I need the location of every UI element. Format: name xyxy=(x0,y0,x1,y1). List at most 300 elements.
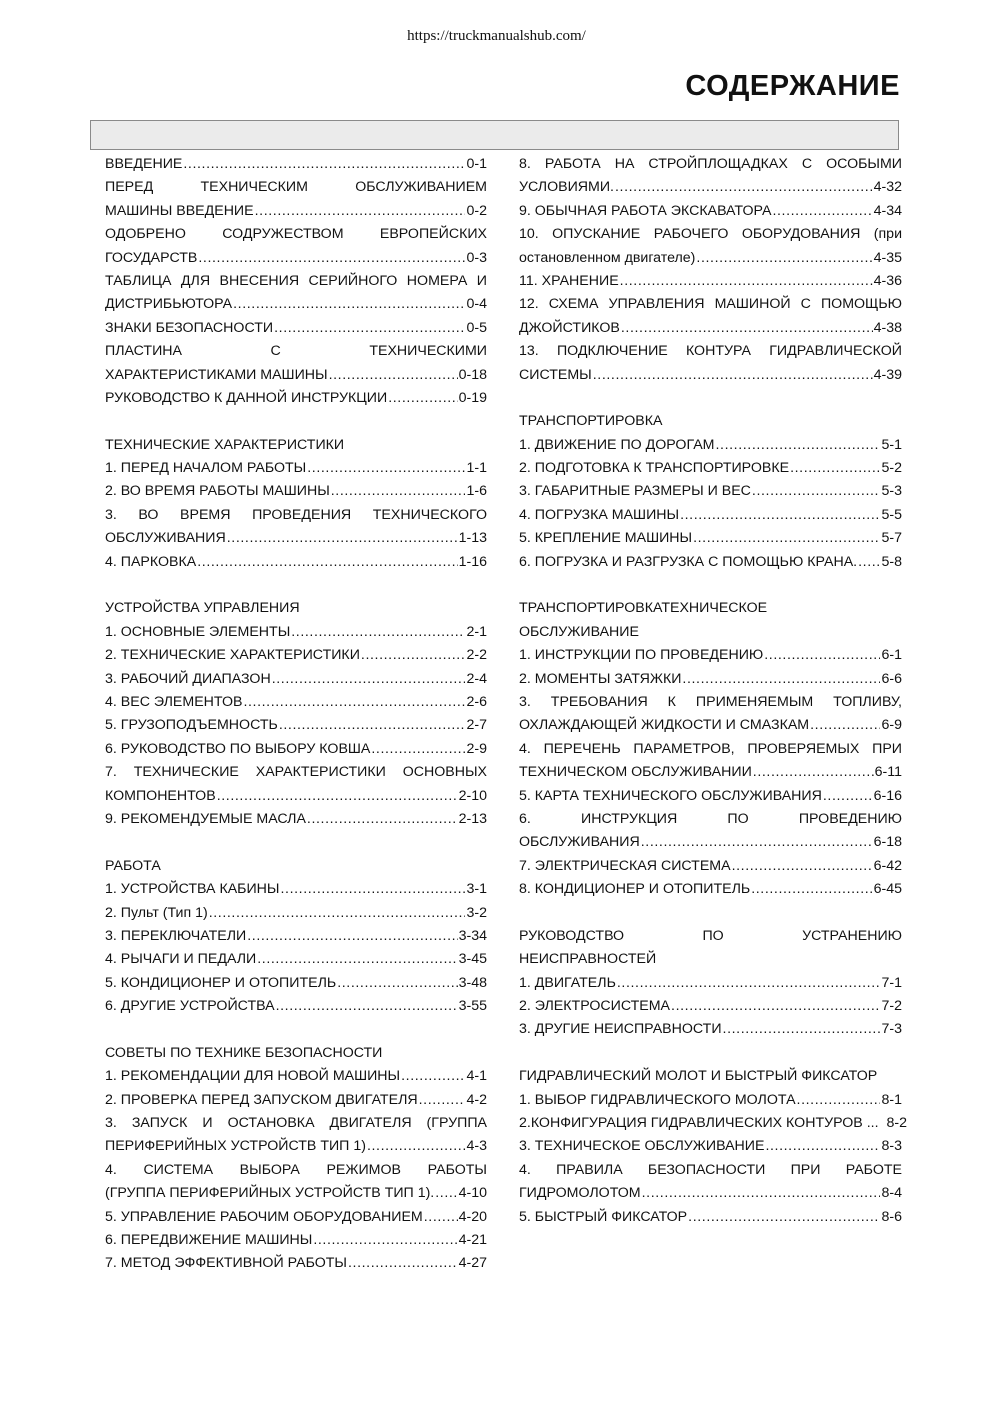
toc-entry[interactable] xyxy=(519,293,902,340)
dot-leader xyxy=(764,644,880,667)
entry-text: ОХЛАЖДАЮЩЕЙ ЖИДКОСТИ И СМАЗКАМ xyxy=(519,717,810,734)
toc-entry[interactable] xyxy=(105,738,487,761)
toc-entry[interactable] xyxy=(105,808,487,831)
entry-text: 6. ДРУГИЕ УСТРОЙСТВА xyxy=(105,998,275,1015)
entry-text: ГОСУДАРСТВ xyxy=(105,249,198,266)
page-number: 3-45 xyxy=(458,951,487,968)
dot-leader xyxy=(233,293,465,316)
toc-entry[interactable] xyxy=(105,668,487,691)
entry-last-line xyxy=(519,480,902,503)
toc-entry[interactable] xyxy=(519,504,902,527)
dot-leader xyxy=(388,387,457,410)
toc-entry[interactable] xyxy=(105,317,487,340)
toc-entry[interactable] xyxy=(105,457,487,480)
page-number: 4-10 xyxy=(458,1185,487,1202)
entry-text: ВВЕДЕНИЕ xyxy=(105,156,183,172)
page-number: 0-3 xyxy=(466,249,487,266)
entry-text: 4. ПАРКОВКА xyxy=(105,553,197,570)
toc-entry[interactable] xyxy=(105,270,487,317)
toc-entry[interactable] xyxy=(519,480,902,503)
page-number: 4-20 xyxy=(458,1208,487,1225)
entry-text-line: 3. ВО ВРЕМЯ ПРОВЕДЕНИЯ ТЕХНИЧЕСКОГО xyxy=(105,506,487,523)
dot-leader xyxy=(227,527,458,550)
page-number: 1-6 xyxy=(466,483,487,500)
page-number: 2-9 xyxy=(466,740,487,757)
page-number: 6-1 xyxy=(881,647,902,664)
entry-last-line xyxy=(105,480,487,503)
page-number: 5-2 xyxy=(881,460,902,477)
toc-entry[interactable] xyxy=(105,902,487,925)
toc-section xyxy=(519,597,902,901)
dot-leader xyxy=(765,1135,880,1158)
dot-leader xyxy=(255,200,466,223)
source-url[interactable]: https://truckmanualshub.com/ xyxy=(407,28,586,44)
dot-leader xyxy=(823,785,873,808)
dot-leader xyxy=(419,1089,466,1112)
entry-last-line xyxy=(519,247,902,270)
dot-leader xyxy=(313,1229,457,1252)
toc-entry[interactable] xyxy=(105,551,487,574)
entry-last-line xyxy=(519,785,902,808)
toc-entry[interactable] xyxy=(519,1206,902,1229)
page-number: 6-18 xyxy=(873,834,902,851)
entry-text: ОБСЛУЖИВАНИЯ xyxy=(519,834,640,851)
entry-last-line xyxy=(105,364,487,387)
page-number: 3-55 xyxy=(458,998,487,1015)
toc-entry[interactable] xyxy=(519,223,902,270)
toc-section xyxy=(519,1065,908,1229)
page-number: 4-39 xyxy=(873,366,902,383)
entry-text: ГИДРОМОЛОТОМ xyxy=(519,1185,641,1202)
dot-leader xyxy=(424,1206,458,1229)
entry-last-line xyxy=(519,714,902,737)
toc-entry[interactable] xyxy=(519,691,902,738)
dot-leader xyxy=(753,761,874,784)
dot-leader xyxy=(790,457,880,480)
entry-last-line xyxy=(105,1182,487,1205)
dot-leader xyxy=(620,270,873,293)
toc-entry[interactable] xyxy=(519,1089,902,1112)
entry-last-line xyxy=(519,668,902,691)
page-number: 6-11 xyxy=(874,764,902,781)
entry-last-line xyxy=(519,1018,902,1041)
toc-entry[interactable] xyxy=(519,1159,902,1206)
dot-leader xyxy=(279,714,466,737)
toc-right-column xyxy=(519,153,908,1252)
entry-text: 2. ЭЛЕКТРОСИСТЕМА xyxy=(519,998,671,1015)
dot-leader xyxy=(257,948,457,971)
page-number: 5-1 xyxy=(881,436,902,453)
dot-leader xyxy=(797,1089,881,1112)
entry-text-line: ТАБЛИЦА ДЛЯ ВНЕСЕНИЯ СЕРИЙНОГО НОМЕРА И xyxy=(105,272,487,289)
toc-section xyxy=(519,153,902,387)
toc-entry[interactable] xyxy=(105,644,487,667)
page-number: 0-19 xyxy=(458,389,487,406)
toc-entry[interactable] xyxy=(105,223,487,270)
entry-text: 1. ОСНОВНЫЕ ЭЛЕМЕНТЫ xyxy=(105,623,291,640)
dot-leader xyxy=(615,176,873,199)
toc-section xyxy=(519,925,902,1042)
toc-entry[interactable] xyxy=(105,1252,487,1275)
entry-text-line: 4. ПРАВИЛА БЕЗОПАСНОСТИ ПРИ РАБОТЕ xyxy=(519,1161,902,1178)
entry-text: ХАРАКТЕРИСТИКАМИ МАШИНЫ xyxy=(105,366,328,383)
entry-last-line xyxy=(105,1089,487,1112)
entry-last-line xyxy=(105,457,487,480)
entry-text: 5. УПРАВЛЕНИЕ РАБОЧИМ ОБОРУДОВАНИЕМ xyxy=(105,1208,423,1225)
dot-leader xyxy=(593,364,873,387)
dot-leader xyxy=(307,808,458,831)
dot-leader xyxy=(243,691,465,714)
dot-leader xyxy=(858,551,880,574)
entry-text: 4. РЫЧАГИ И ПЕДАЛИ xyxy=(105,951,257,968)
page-number: 3-2 xyxy=(466,904,487,921)
page-number: 4-34 xyxy=(873,202,902,219)
entry-text: 2.КОНФИГУРАЦИЯ ГИДРАВЛИЧЕСКИХ КОНТУРОВ ... xyxy=(519,1115,879,1132)
toc-entry[interactable] xyxy=(519,551,902,574)
entry-text: 5. БЫСТРЫЙ ФИКСАТОР xyxy=(519,1208,688,1225)
toc-entry[interactable] xyxy=(105,504,487,551)
toc-entry[interactable] xyxy=(105,691,487,714)
toc-entry[interactable] xyxy=(105,340,487,387)
entry-last-line xyxy=(105,995,487,1018)
entry-text: ПЕРИФЕРИЙНЫХ УСТРОЙСТВ ТИП 1) xyxy=(105,1138,366,1155)
entry-last-line xyxy=(105,387,487,410)
dot-leader xyxy=(329,364,458,387)
entry-text: 6. ПЕРЕДВИЖЕНИЕ МАШИНЫ xyxy=(105,1231,313,1248)
section-title: ГИДРАВЛИЧЕСКИЙ МОЛОТ И БЫСТРЫЙ ФИКСАТОР xyxy=(519,1068,878,1085)
entry-text: 3. РАБОЧИЙ ДИАПАЗОН xyxy=(105,670,271,687)
section-title: ТРАНСПОРТИРОВКА xyxy=(519,413,663,430)
entry-text: 4. ПОГРУЗКА МАШИНЫ xyxy=(519,506,680,523)
entry-last-line xyxy=(519,995,902,1018)
toc-entry[interactable] xyxy=(519,527,902,550)
entry-text: КОМПОНЕНТОВ xyxy=(105,787,216,804)
toc-entry[interactable] xyxy=(519,200,902,223)
entry-last-line xyxy=(519,855,902,878)
toc-entry[interactable] xyxy=(105,995,487,1018)
dot-leader xyxy=(307,457,465,480)
toc-entry[interactable] xyxy=(105,925,487,948)
dot-leader xyxy=(217,785,458,808)
entry-last-line xyxy=(105,691,487,714)
page-number: 5-7 xyxy=(881,530,902,547)
entry-text: ОБСЛУЖИВАНИЯ xyxy=(105,530,226,547)
toc-entry[interactable] xyxy=(105,621,487,644)
dot-leader xyxy=(361,644,466,667)
entry-last-line xyxy=(105,644,487,667)
toc-entry[interactable] xyxy=(105,480,487,503)
page-number: 4-38 xyxy=(873,319,902,336)
toc-entry[interactable] xyxy=(519,808,902,855)
dot-leader xyxy=(642,1182,881,1205)
entry-text: 7. ЭЛЕКТРИЧЕСКАЯ СИСТЕМА xyxy=(519,857,731,874)
page-number: 2-6 xyxy=(466,693,487,710)
toc-entry[interactable] xyxy=(105,972,487,995)
entry-last-line xyxy=(519,831,902,854)
entry-text-line: 8. РАБОТА НА СТРОЙПЛОЩАДКАХ С ОСОБЫМИ xyxy=(519,156,902,172)
entry-last-line xyxy=(519,527,902,550)
entry-last-line xyxy=(519,1089,902,1112)
page-number: 2-2 xyxy=(466,647,487,664)
toc-entry[interactable] xyxy=(519,1135,902,1158)
entry-last-line xyxy=(105,527,487,550)
page-number: 6-6 xyxy=(881,670,902,687)
entry-text-line: 3. ТРЕБОВАНИЯ К ПРИМЕНЯЕМЫМ ТОПЛИВУ, xyxy=(519,693,902,710)
page-number: 6-9 xyxy=(881,717,902,734)
dot-leader xyxy=(682,668,880,691)
section-title-continued: НЕИСПРАВНОСТЕЙ xyxy=(519,951,657,968)
entry-text: 5. КАРТА ТЕХНИЧЕСКОГО ОБСЛУЖИВАНИЯ xyxy=(519,787,822,804)
toc-section xyxy=(105,153,487,410)
dot-leader xyxy=(810,714,880,737)
entry-text: 3. ДРУГИЕ НЕИСПРАВНОСТИ xyxy=(519,1021,722,1038)
page-number: 4-2 xyxy=(466,1091,487,1108)
toc-entry[interactable] xyxy=(519,668,902,691)
entry-text: 1. ДВИГАТЕЛЬ xyxy=(519,974,616,991)
entry-text: 2. ПРОВЕРКА ПЕРЕД ЗАПУСКОМ ДВИГАТЕЛЯ xyxy=(105,1091,418,1108)
entry-last-line xyxy=(105,925,487,948)
entry-last-line xyxy=(519,1206,902,1229)
entry-last-line xyxy=(519,761,902,784)
page-number: 5-3 xyxy=(881,483,902,500)
page-number: 4-1 xyxy=(466,1068,487,1085)
entry-text: ДИСТРИБЬЮТОРА xyxy=(105,296,233,313)
page-number: 4-27 xyxy=(458,1255,487,1272)
entry-text: 1. РЕКОМЕНДАЦИИ ДЛЯ НОВОЙ МАШИНЫ xyxy=(105,1068,401,1085)
entry-text: 5. КРЕПЛЕНИЕ МАШИНЫ xyxy=(519,530,693,547)
toc-entry[interactable] xyxy=(519,457,902,480)
entry-text-line: 7. ТЕХНИЧЕСКИЕ ХАРАКТЕРИСТИКИ ОСНОВНЫХ xyxy=(105,764,487,781)
page-number: 1-16 xyxy=(458,553,487,570)
entry-last-line xyxy=(105,621,487,644)
page-number: 2-1 xyxy=(466,623,487,640)
dot-leader xyxy=(772,200,872,223)
entry-last-line xyxy=(105,785,487,808)
header-bar xyxy=(90,120,899,150)
entry-text-line: 12. СХЕМА УПРАВЛЕНИЯ МАШИНОЙ С ПОМОЩЬЮ xyxy=(519,296,902,313)
entry-text: (ГРУППА ПЕРИФЕРИЙНЫХ УСТРОЙСТВ ТИП 1). xyxy=(105,1185,435,1202)
dot-leader xyxy=(183,153,465,176)
entry-last-line xyxy=(519,1112,908,1135)
toc-entry[interactable] xyxy=(519,340,902,387)
entry-text: УСЛОВИЯМИ. xyxy=(519,179,614,196)
toc-section xyxy=(519,410,902,574)
entry-text: 6. ПОГРУЗКА И РАЗГРУЗКА С ПОМОЩЬЮ КРАНА. xyxy=(519,553,858,570)
entry-last-line xyxy=(519,972,902,995)
page-number: 4-21 xyxy=(458,1231,487,1248)
entry-text: 5. КОНДИЦИОНЕР И ОТОПИТЕЛЬ xyxy=(105,974,337,991)
toc-entry[interactable] xyxy=(105,714,487,737)
page-number: 8-2 xyxy=(886,1115,908,1132)
page-number: 4-36 xyxy=(873,272,902,289)
entry-text: 9. ОБЫЧНАЯ РАБОТА ЭКСКАВАТОРА xyxy=(519,202,772,219)
toc-entry[interactable] xyxy=(105,1089,487,1112)
dot-leader xyxy=(209,902,466,925)
entry-text-line: 13. ПОДКЛЮЧЕНИЕ КОНТУРА ГИДРАВЛИЧЕСКОЙ xyxy=(519,343,902,360)
toc-entry[interactable] xyxy=(105,1229,487,1252)
dot-leader xyxy=(693,527,880,550)
toc-entry[interactable] xyxy=(105,1112,487,1159)
entry-last-line xyxy=(519,504,902,527)
entry-text-line: 4. ПЕРЕЧЕНЬ ПАРАМЕТРОВ, ПРОВЕРЯЕМЫХ ПРИ xyxy=(519,740,902,757)
page-number: 4-3 xyxy=(466,1138,487,1155)
section-title-continued: ОБСЛУЖИВАНИЕ xyxy=(519,623,639,640)
toc-entry[interactable] xyxy=(519,972,902,995)
entry-text: 1. ВЫБОР ГИДРАВЛИЧЕСКОГО МОЛОТА xyxy=(519,1091,796,1108)
toc-entry[interactable] xyxy=(519,878,902,901)
toc-entry[interactable] xyxy=(519,1112,908,1135)
entry-last-line xyxy=(105,200,487,223)
dot-leader xyxy=(198,247,465,270)
dot-leader xyxy=(751,878,872,901)
entry-last-line xyxy=(105,1229,487,1252)
section-title: РАБОТА xyxy=(105,857,161,874)
page-number: 8-4 xyxy=(881,1185,902,1202)
section-title: СОВЕТЫ ПО ТЕХНИКЕ БЕЗОПАСНОСТИ xyxy=(105,1044,383,1061)
entry-last-line xyxy=(105,808,487,831)
page-number: 2-13 xyxy=(458,810,487,827)
dot-leader xyxy=(291,621,465,644)
page-number: 0-5 xyxy=(466,319,487,336)
entry-text-line: 3. ЗАПУСК И ОСТАНОВКА ДВИГАТЕЛЯ (ГРУППА xyxy=(105,1115,487,1132)
page-number: 0-18 xyxy=(458,366,487,383)
entry-last-line xyxy=(519,176,902,199)
entry-last-line xyxy=(105,878,487,901)
entry-last-line xyxy=(105,668,487,691)
toc-entry[interactable] xyxy=(519,153,902,200)
entry-text: 1. УСТРОЙСТВА КАБИНЫ xyxy=(105,881,280,898)
section-title: ТЕХНИЧЕСКИЕ ХАРАКТЕРИСТИКИ xyxy=(105,436,345,453)
toc-entry[interactable] xyxy=(105,387,487,410)
page-number: 7-2 xyxy=(881,998,902,1015)
entry-text: 3. ТЕХНИЧЕСКОЕ ОБСЛУЖИВАНИЕ xyxy=(519,1138,765,1155)
entry-last-line xyxy=(519,364,902,387)
dot-leader xyxy=(247,925,457,948)
page-number: 6-45 xyxy=(873,881,902,898)
entry-text: 4. ВЕС ЭЛЕМЕНТОВ xyxy=(105,693,243,710)
toc-section xyxy=(105,434,487,574)
entry-text: 2. ПОДГОТОВКА К ТРАНСПОРТИРОВКЕ xyxy=(519,460,790,477)
entry-last-line xyxy=(105,1065,487,1088)
toc-left-column xyxy=(105,153,487,1299)
toc-entry[interactable] xyxy=(105,1206,487,1229)
toc-entry[interactable] xyxy=(105,153,487,176)
entry-last-line xyxy=(519,878,902,901)
dot-leader xyxy=(272,668,466,691)
entry-text: 3. ГАБАРИТНЫЕ РАЗМЕРЫ И ВЕС xyxy=(519,483,751,500)
dot-leader xyxy=(696,247,872,270)
entry-last-line xyxy=(105,1206,487,1229)
page-number: 4-32 xyxy=(873,179,902,196)
page-number: 6-16 xyxy=(873,787,902,804)
page-number: 8-6 xyxy=(881,1208,902,1225)
section-title: УСТРОЙСТВА УПРАВЛЕНИЯ xyxy=(105,600,300,617)
entry-last-line xyxy=(105,738,487,761)
entry-text: 2. МОМЕНТЫ ЗАТЯЖКИ xyxy=(519,670,682,687)
dot-leader xyxy=(371,738,465,761)
toc-section xyxy=(105,1042,487,1276)
entry-last-line xyxy=(519,644,902,667)
toc-entry[interactable] xyxy=(519,270,902,293)
entry-text-line: ПЛАСТИНА С ТЕХНИЧЕСКИМИ xyxy=(105,343,487,360)
page-number: 1-13 xyxy=(458,530,487,547)
entry-text: ЗНАКИ БЕЗОПАСНОСТИ xyxy=(105,319,274,336)
page-number: 5-8 xyxy=(881,553,902,570)
entry-text: 8. КОНДИЦИОНЕР И ОТОПИТЕЛЬ xyxy=(519,881,751,898)
toc-entry[interactable] xyxy=(519,785,902,808)
entry-last-line xyxy=(519,551,902,574)
toc-entry[interactable] xyxy=(105,1065,487,1088)
toc-entry[interactable] xyxy=(105,1159,487,1206)
entry-text: 5. ГРУЗОПОДЪЕМНОСТЬ xyxy=(105,717,278,734)
page-number: 0-1 xyxy=(466,156,487,172)
entry-last-line xyxy=(519,270,902,293)
entry-last-line xyxy=(105,902,487,925)
entry-text: 1. ИНСТРУКЦИИ ПО ПРОВЕДЕНИЮ xyxy=(519,647,764,664)
dot-leader xyxy=(331,480,466,503)
toc-entry[interactable] xyxy=(519,738,902,785)
page-number: 2-7 xyxy=(466,717,487,734)
entry-last-line xyxy=(105,714,487,737)
toc-entry[interactable] xyxy=(105,761,487,808)
toc-entry[interactable] xyxy=(519,855,902,878)
entry-text: ДЖОЙСТИКОВ xyxy=(519,319,620,336)
toc-entry[interactable] xyxy=(519,995,902,1018)
dot-leader xyxy=(337,972,457,995)
entry-last-line xyxy=(519,317,902,340)
entry-text: 11. ХРАНЕНИЕ xyxy=(519,272,619,289)
entry-text: 2. ТЕХНИЧЕСКИЕ ХАРАКТЕРИСТИКИ xyxy=(105,647,360,664)
toc-entry[interactable] xyxy=(105,176,487,223)
entry-last-line xyxy=(105,293,487,316)
dot-leader xyxy=(752,480,881,503)
toc-entry[interactable] xyxy=(105,878,487,901)
entry-text: 1. ПЕРЕД НАЧАЛОМ РАБОТЫ xyxy=(105,460,307,477)
entry-text: ТЕХНИЧЕСКОМ ОБСЛУЖИВАНИИ xyxy=(519,764,752,781)
entry-text: 2. Пульт (Тип 1) xyxy=(105,904,208,921)
dot-leader xyxy=(680,504,880,527)
page-number: 6-42 xyxy=(873,857,902,874)
entry-last-line xyxy=(519,1135,902,1158)
entry-text: 9. РЕКОМЕНДУЕМЫЕ МАСЛА xyxy=(105,810,306,827)
section-title: ТРАНСПОРТИРОВКАТЕХНИЧЕСКОЕ xyxy=(519,600,768,617)
dot-leader xyxy=(276,995,458,1018)
dot-leader xyxy=(348,1252,458,1275)
dot-leader xyxy=(435,1182,457,1205)
page-number: 2-10 xyxy=(458,787,487,804)
page-number: 0-2 xyxy=(466,202,487,219)
dot-leader xyxy=(367,1135,466,1158)
toc-entry[interactable] xyxy=(519,644,902,667)
entry-last-line xyxy=(105,551,487,574)
entry-last-line xyxy=(519,457,902,480)
page-number: 2-4 xyxy=(466,670,487,687)
entry-text-line: ОДОБРЕНО СОДРУЖЕСТВОМ ЕВРОПЕЙСКИХ xyxy=(105,226,487,243)
toc-section xyxy=(105,597,487,831)
toc-entry[interactable] xyxy=(519,1018,902,1041)
toc-entry[interactable] xyxy=(519,434,902,457)
entry-text: 6. РУКОВОДСТВО ПО ВЫБОРУ КОВША xyxy=(105,740,371,757)
dot-leader xyxy=(723,1018,881,1041)
entry-text: остановленном двигателе) xyxy=(519,249,696,266)
page-number: 3-1 xyxy=(466,881,487,898)
entry-text: СИСТЕМЫ xyxy=(519,366,592,383)
toc-entry[interactable] xyxy=(105,948,487,971)
page-title: СОДЕРЖАНИЕ xyxy=(685,70,900,102)
entry-text: 1. ДВИЖЕНИЕ ПО ДОРОГАМ xyxy=(519,436,715,453)
page-number: 7-3 xyxy=(881,1021,902,1038)
dot-leader xyxy=(671,995,880,1018)
